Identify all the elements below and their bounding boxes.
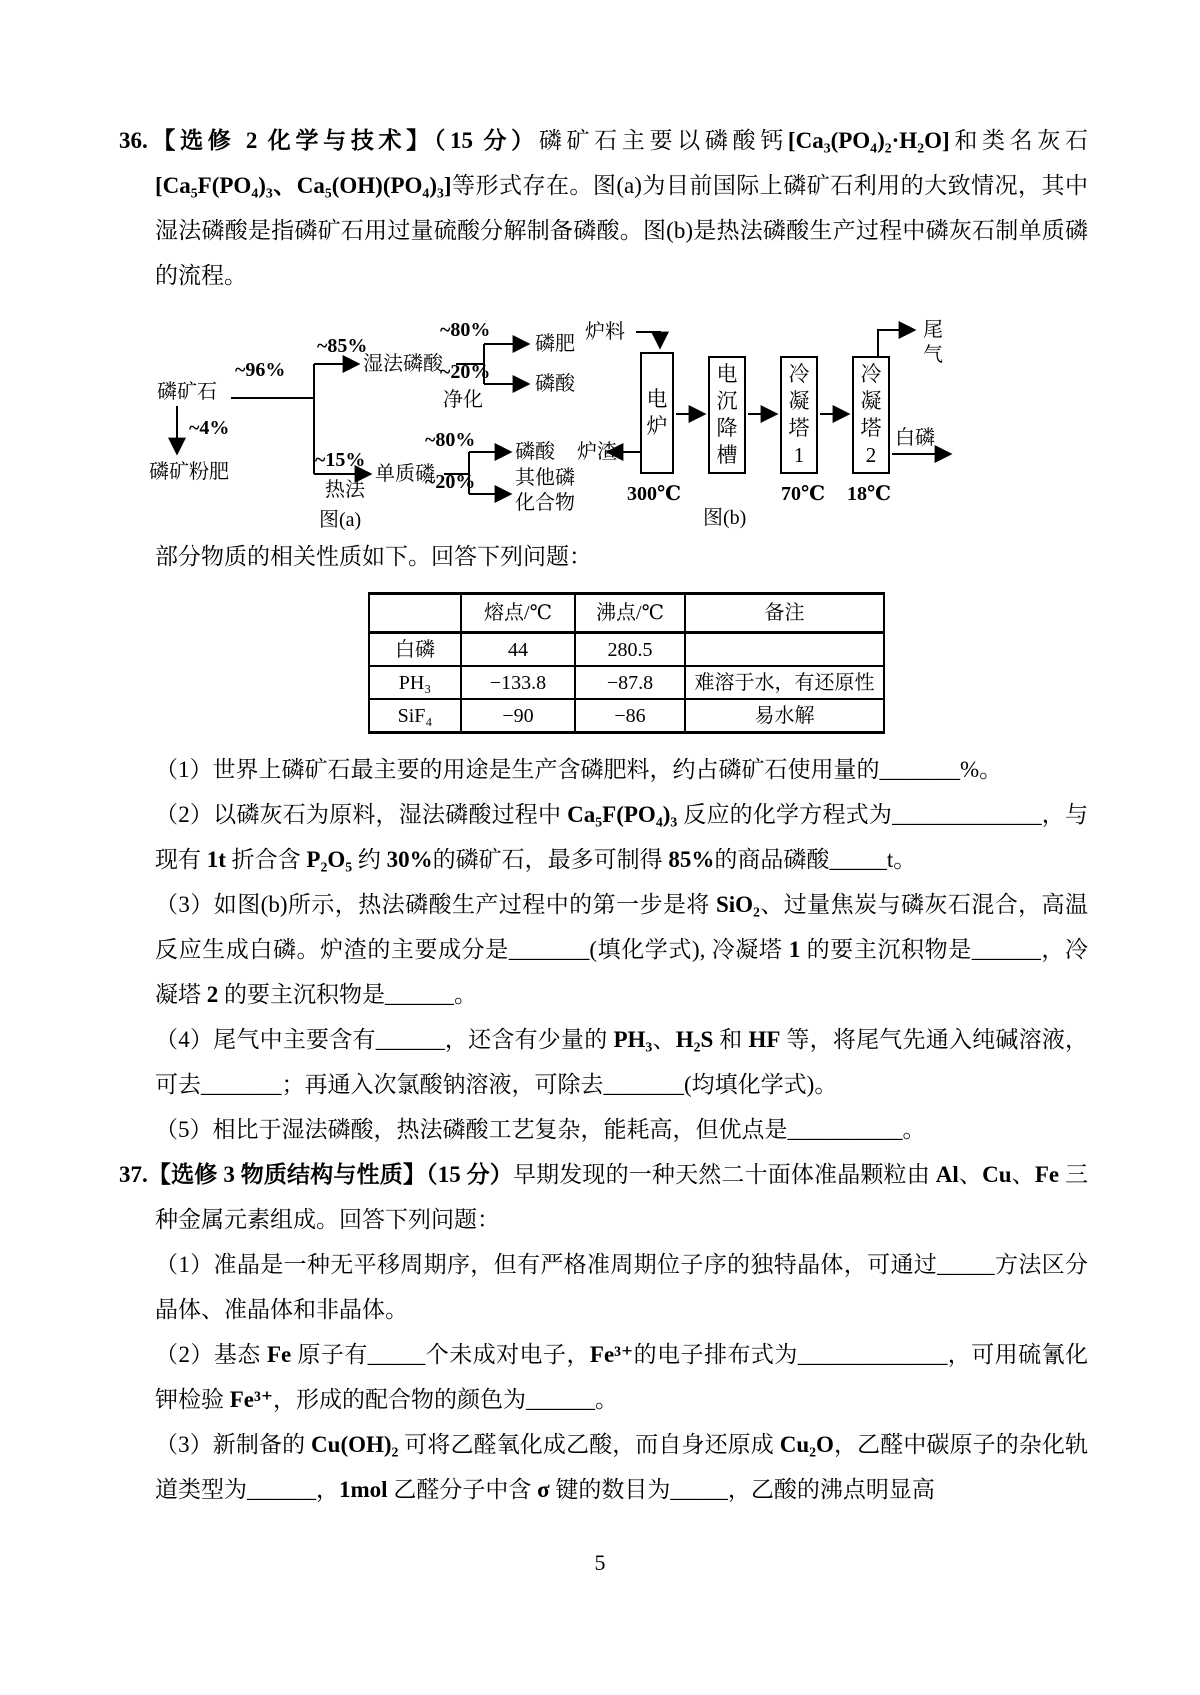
q36-sub3: （3）如图(b)所示，热法磷酸生产过程中的第一步是将 SiO₂、过量焦炭与磷灰石混合，高温反应生成白磷。炉渣的主要成分是_______(填化学式), 冷凝塔 1 的要主沉积物是______，冷凝塔 2 的要主沉积物是______。 [155,892,1089,1007]
fig-a-fertilizer-label: 磷肥 [535,333,575,355]
fig-a-purify-label: 净化 [443,389,483,411]
q37-sub3: （3）新制备的 Cu(OH)₂ 可将乙醛氧化成乙酸，而自身还原成 Cu₂O，乙醛中碳原子的杂化轨道类型为______，1mol 乙醛分子中含 σ 键的数目为_____，乙酸的沸点明显高 [155,1432,1089,1502]
header-note: 备注 [685,594,884,633]
table-row [369,633,884,667]
q36-sub2: （2）以磷灰石为原料，湿法磷酸过程中 Ca₅F(PO₄)₃ 反应的化学方程式为_____________，与现有 1t 折合含 P₂O₅ 约 30%的磷矿石，最多可制得 85%的商品磷酸_____t。 [155,802,1089,872]
fig-a-other-compounds-label: 其他磷化合物 [515,467,575,514]
table-row [369,699,884,733]
cell-note: 易水解 [685,699,884,733]
fig-a-96pct-label: ~96% [235,359,286,381]
header-substance [369,594,461,633]
table-row [369,666,884,699]
fig-b-settling-tank-label: 电沉降槽 [716,362,738,467]
fig-a-acid-top-label: 磷酸 [535,373,575,395]
q36-intro: 36.【选修 2 化学与技术】（15 分）磷矿石主要以磷酸钙[Ca₃(PO₄)₂·H₂O]和类名灰石[Ca₅F(PO₄)₃、Ca₅(OH)(PO₄)₃]等形式存在。图(a)为目前国际上磷矿石利用的大致情况，其中湿法磷酸是指磷矿石用过量硫酸分解制备磷酸。图(b)是热法磷酸生产过程中磷灰石制单质磷的流程。 [119,128,1089,288]
fig-a-20pct-bottom-label: ~20% [425,471,476,493]
fig-b-feed-label: 炉料 [585,321,625,343]
fig-a-85pct-label: ~85% [317,335,368,357]
fig-b-300c-label: 300℃ [627,483,681,505]
fig-a-80pct-bottom-label: ~80% [425,429,476,451]
cell-substance: PH₃ [369,666,461,699]
q37-intro: 37.【选修 3 物质结构与性质】（15 分）早期发现的一种天然二十面体准晶颗粒由 Al、Cu、Fe 三种金属元素组成。回答下列问题： [119,1162,1089,1232]
fig-a-20pct-top-label: ~20% [440,361,491,383]
fig-b-condenser-tower-1-box [780,356,818,474]
cell-melting-point: 44 [461,633,575,667]
header-melting-point: 熔点/℃ [461,594,575,633]
fig-b-electric-furnace-box [640,352,674,474]
fig-b-white-phosphorus-label: 白磷 [895,427,935,449]
fig-b-18c-label: 18℃ [847,483,891,505]
fig-a-powder-fert-label: 磷矿粉肥 [149,461,229,483]
fig-b-slag-label: 炉渣 [577,441,617,463]
page-number: 5 [594,1550,606,1575]
fig-a-15pct-label: ~15% [315,449,366,471]
table-intro: 部分物质的相关性质如下。回答下列问题： [155,544,592,569]
fig-a-wet-process-label: 湿法磷酸 [363,353,443,375]
q36-sub1: （1）世界上磷矿石最主要的用途是生产含磷肥料，约占磷矿石使用量的_______%。 [155,757,1003,782]
fig-b-electric-furnace-label: 电炉 [646,387,668,438]
q37-sub1: （1）准晶是一种无平移周期序，但有严格准周期位子序的独特晶体，可通过_____方法区分晶体、准晶体和非晶体。 [155,1252,1088,1322]
table-header-row [369,594,884,633]
cell-melting-point: −90 [461,699,575,733]
header-boiling-point: 沸点/℃ [575,594,685,633]
fig-a-ore-label: 磷矿石 [157,381,217,403]
fig-a-acid-bottom-label: 磷酸 [515,441,555,463]
cell-boiling-point: −86 [575,699,685,733]
fig-b-tail-gas-label: 尾气 [923,319,943,366]
cell-boiling-point: 280.5 [575,633,685,667]
fig-b-condenser-tower-2-box [852,356,890,474]
fig-a-4pct-label: ~4% [189,417,230,439]
fig-b-condenser-tower-2-label: 冷凝塔2 [860,362,882,467]
cell-substance: SiF₄ [369,699,461,733]
cell-note [685,633,884,667]
q36-sub5: （5）相比于湿法磷酸，热法磷酸工艺复杂，能耗高，但优点是__________。 [155,1117,926,1142]
cell-boiling-point: −87.8 [575,666,685,699]
q37-sub2: （2）基态 Fe 原子有_____个未成对电子，Fe³⁺的电子排布式为_____________，可用硫氰化钾检验 Fe³⁺，形成的配合物的颜色为______。 [155,1342,1089,1412]
fig-a-80pct-top-label: ~80% [440,319,491,341]
cell-melting-point: −133.8 [461,666,575,699]
process-diagrams [147,302,1027,534]
fig-b-condenser-tower-1-label: 冷凝塔1 [788,362,810,467]
fig-a-thermal-label: 热法 [325,479,365,501]
q36-sub4: （4）尾气中主要含有______，还含有少量的 PH₃、H₂S 和 HF 等，将尾气先通入纯碱溶液，可去_______；再通入次氯酸钠溶液，可除去_______(均填化学式)。 [155,1027,1089,1097]
fig-b-settling-tank-box [708,356,746,474]
fig-a-caption: 图(a) [319,509,362,531]
cell-note: 难溶于水，有还原性 [685,666,884,699]
fig-b-caption: 图(b) [703,507,747,529]
fig-a-elemental-p-label: 单质磷 [375,463,435,485]
properties-table [368,592,885,734]
fig-b-70c-label: 70℃ [781,483,825,505]
cell-substance: 白磷 [369,633,461,667]
